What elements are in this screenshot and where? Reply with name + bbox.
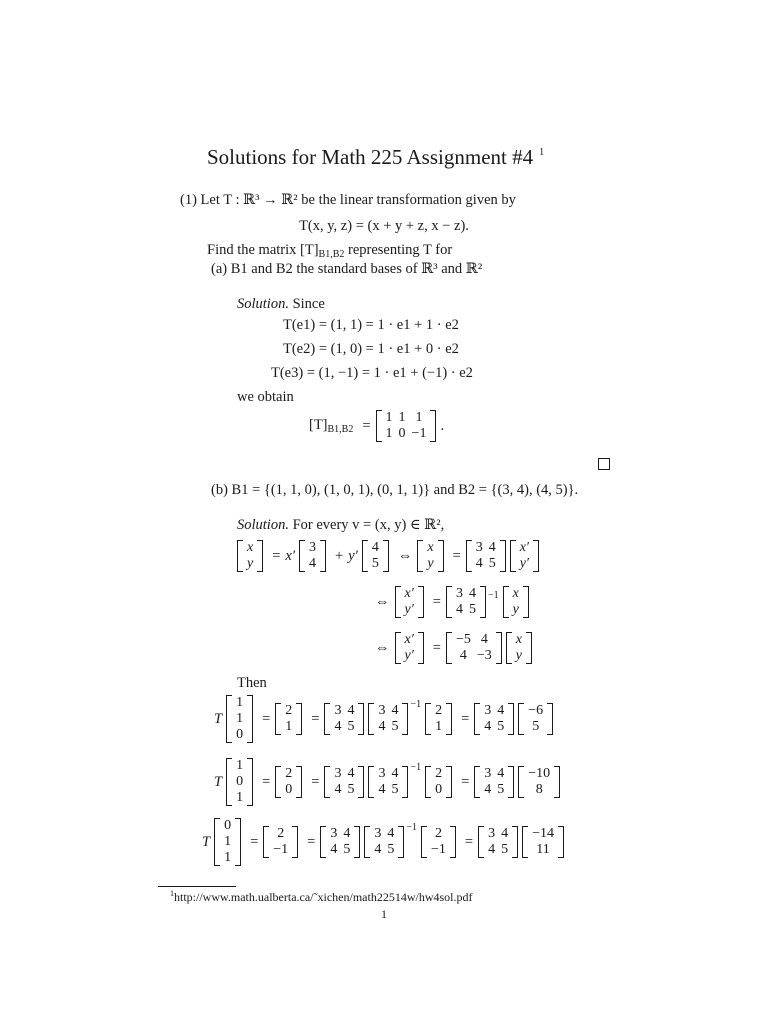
matrix-entry: 5 [347,719,355,734]
bracket-left [421,826,427,858]
bracket-right [296,703,302,735]
bracket-right [480,586,486,618]
matrix-entry: 2 [277,826,285,841]
matrix-entry: 1 [236,758,244,773]
vec-xpyp [510,540,539,572]
find-subscript: B1,B2 [318,249,345,260]
bracket-right [547,703,553,735]
bracket-left [474,703,480,735]
coord-eq-3: ⇔ x′ y′ = −5 4 4 −3 x y [370,632,536,664]
matrix-entry: 1 [398,410,406,425]
matrix-entry: 3 [330,826,338,841]
matrix-entry: 1 [415,410,423,425]
matrix-entry: 1 [224,834,232,849]
bracket-left [446,632,452,664]
matrix-entry: 0 [285,782,293,797]
bracket-right [292,826,298,858]
vec-45 [362,540,389,572]
matrix-entry: x [515,632,522,647]
bracket-left [362,540,368,572]
matrix-entry: 3 [475,540,483,555]
matrix-entry: 0 [398,426,406,441]
vec-xy-4 [506,632,532,664]
bracket-right [508,703,514,735]
matrix-entry: 5 [347,782,355,797]
matrix-entry: 4 [378,719,386,734]
matrix-entry: 0 [224,818,232,833]
bracket-left [364,826,370,858]
bracket-left [376,410,382,442]
bracket-left [275,766,281,798]
matrix-entry: 4 [309,556,317,571]
bracket-right [438,540,444,572]
problem-1-intro [180,192,516,209]
vec-xy [237,540,263,572]
solution-text: Since [292,296,325,312]
bracket-right [526,632,532,664]
matrix-entry: y′ [404,602,414,617]
matrix-B [324,703,364,735]
output-vector [275,703,302,735]
coordinate-vector [518,766,560,798]
matrix-B [466,540,506,572]
matrix-entry: 0 [236,774,244,789]
matrix-entry: 4 [387,826,395,841]
matrix-entry: 4 [378,782,386,797]
matrix-entry: 1 [236,695,244,710]
matrix-entry: 3 [309,540,317,555]
bracket-left [263,826,269,858]
period: . [440,417,445,434]
bracket-right [523,586,529,618]
matrix-entry: 1 [435,719,443,734]
matrix-entry: −10 [528,766,551,781]
output-vector [421,826,456,858]
matrix-entry: 2 [435,766,443,781]
matrix-entry: 8 [535,782,543,797]
matrix-B [474,766,514,798]
problem-formula: T(x, y, z) = (x + y + z, x − z). [299,218,469,234]
matrix-B [368,766,408,798]
bracket-right [320,540,326,572]
bracket-right [247,695,253,743]
matrix-B [474,703,514,735]
vec-xpyp-2 [395,586,424,618]
matrix-B [320,826,360,858]
matrix-entry: 0 [236,727,244,742]
matrix-entry: 3 [334,703,342,718]
bracket-left [446,586,452,618]
solution-label-b: Solution. [237,517,289,533]
T-equation-2: T 1 0 1 = 2 0 = 3 4 4 5 3 4 4 5 −1 2 0 = 3 4 4 5 −10 8 [214,758,564,806]
part-b-statement [211,482,578,499]
matrix-entry: −1 [411,426,427,441]
matrix-entry: 5 [343,842,351,857]
matrix-entry: 4 [391,703,399,718]
matrix-entry: 4 [480,632,488,647]
matrix-entry: −5 [455,632,471,647]
part-a-eq-3: T(e3) = (1, −1) = 1 · e1 + (−1) · e2 [271,365,473,381]
coordinate-vector [522,826,564,858]
T-equation-3: T 0 1 1 = 2 −1 = 3 4 4 5 3 4 4 5 −1 2 −1 = 3 4 4 5 −14 11 [202,818,568,866]
matrix-entry: −1 [431,842,446,857]
matrix-B-inverse [446,632,502,664]
bracket-right [508,766,514,798]
then-text: Then [237,675,267,691]
matrix-entry: 11 [536,842,550,857]
problem-find-line [207,242,452,260]
matrix-entry: 2 [285,703,293,718]
matrix-entry: x [247,540,254,555]
footnote-mark: 1 [170,889,174,898]
matrix-entry: 5 [387,842,395,857]
matrix-entry: 4 [488,540,496,555]
matrix-entry: 3 [488,826,496,841]
bracket-right [235,818,241,866]
bracket-left [226,758,232,806]
matrix-entry: 3 [334,766,342,781]
bracket-right [512,826,518,858]
matrix-entry: 0 [435,782,443,797]
matrix-entry: 4 [334,719,342,734]
bracket-right [446,766,452,798]
input-vector [226,695,253,743]
matrix-entry: −3 [476,648,492,663]
matrix-entry: 4 [371,540,379,555]
part-a-label: (a) [211,261,228,277]
bracket-right [418,586,424,618]
footnote [170,889,473,905]
matrix-entry: 4 [459,648,467,663]
output-vector [263,826,298,858]
matrix-entry: y′ [404,648,414,663]
bracket-right [247,758,253,806]
footnote-rule [158,886,236,887]
coord-eq-2: ⇔ x′ y′ = 3 4 4 5 −1 x y [370,586,533,618]
matrix-lhs: $[T]_{B1,B2}$ [309,417,354,435]
matrix-entry: 4 [347,766,355,781]
matrix-entry: y [247,556,254,571]
matrix-entry: −6 [528,703,544,718]
coord-eq-1: x y = x′ 3 4 + y′ 4 5 ⇔ x y = 3 4 4 5 x′ y′ [237,540,543,572]
title-footnote-mark: 1 [539,147,545,158]
part-a-statement [211,261,482,278]
find-text: Find the matrix [T] [207,242,319,258]
bracket-left [506,632,512,664]
matrix-entry: 5 [391,719,399,734]
solution-label: Solution. [237,296,289,312]
qed-square [598,458,610,470]
bracket-left [474,766,480,798]
matrix-entry: 5 [468,602,476,617]
bracket-left [226,695,232,743]
bracket-right [402,766,408,798]
matrix-entry: x [427,540,434,555]
vec-xy-3 [503,586,529,618]
matrix-entry: 1 [385,410,393,425]
matrix-entry: 4 [347,703,355,718]
bracket-right [402,703,408,735]
part-a-eq-2: T(e2) = (1, 0) = 1 · e1 + 0 · e2 [283,341,459,357]
bracket-left [425,703,431,735]
bracket-left [395,632,401,664]
matrix-entry: 2 [285,766,293,781]
bracket-right [418,632,424,664]
matrix-entry: 4 [455,602,463,617]
matrix-entry: y′ [519,556,529,571]
matrix-B [324,766,364,798]
matrix-entry: 4 [501,826,509,841]
matrix-entry: 5 [497,782,505,797]
bracket-left [510,540,516,572]
matrix-entry: y [512,602,519,617]
matrix-entry: 4 [334,782,342,797]
matrix-entry: 4 [475,556,483,571]
matrix-entry: 5 [497,719,505,734]
bracket-right [450,826,456,858]
output-vector [275,766,302,798]
matrix-entry: 3 [484,766,492,781]
bracket-left [214,818,220,866]
bracket-right [383,540,389,572]
input-vector [214,818,241,866]
bracket-left [522,826,528,858]
matrix-entry: y [515,648,522,663]
bracket-left [417,540,423,572]
bracket-right [257,540,263,572]
matrix-entry: −14 [532,826,554,841]
bracket-left [299,540,305,572]
bracket-left [518,703,524,735]
we-obtain-text: we obtain [237,389,294,405]
coordinate-vector [518,703,553,735]
matrix-entry: x′ [519,540,529,555]
matrix-entry: 5 [371,556,379,571]
part-b-text: B1 = {(1, 1, 0), (1, 0, 1), (0, 1, 1)} and B2 = {(3, 4), (4, 5)}. [231,482,579,498]
matrix-entry: 1 [236,790,244,805]
matrix-entry: 3 [374,826,382,841]
find-tail: representing T for [344,242,453,258]
footnote-url[interactable]: http://www.math.ualberta.ca/˜xichen/math22514w/hw4sol.pdf [174,890,473,904]
bracket-left [324,703,330,735]
matrix-entry: 3 [378,766,386,781]
bracket-right [554,766,560,798]
matrix-entry: 1 [224,850,232,865]
matrix-entry: 1 [236,711,244,726]
bracket-left [518,766,524,798]
matrix-entry: 4 [330,842,338,857]
matrix-entry: 1 [385,426,393,441]
part-a-matrix-equation [309,410,448,442]
matrix-entry: 4 [488,842,496,857]
bracket-right [296,766,302,798]
bracket-left [425,766,431,798]
bracket-left [320,826,326,858]
bracket-left [395,586,401,618]
output-vector [425,766,452,798]
bracket-right [446,703,452,735]
matrix-entry: 4 [374,842,382,857]
bracket-right [398,826,404,858]
vec-xy-2 [417,540,443,572]
matrix-entry: 4 [484,719,492,734]
page-number: 1 [381,907,387,921]
part-a-text: B1 and B2 the standard bases of ℝ³ and ℝ² [230,261,483,277]
bracket-left [368,703,374,735]
part-a-eq-1: T(e1) = (1, 1) = 1 · e1 + 1 · e2 [283,317,459,333]
bracket-right [533,540,539,572]
matrix-entry: 2 [434,826,442,841]
bracket-right [500,540,506,572]
bracket-right [354,826,360,858]
matrix-entry: 3 [378,703,386,718]
bracket-right [496,632,502,664]
part-b-solution-line [237,517,444,534]
matrix-B [364,826,404,858]
matrix-entry: 3 [455,586,463,601]
bracket-left [478,826,484,858]
bracket-right [358,766,364,798]
input-vector [226,758,253,806]
bracket-left [237,540,243,572]
problem-number: (1) [180,192,197,208]
matrix-entry: 5 [501,842,509,857]
matrix-entry: y [427,556,434,571]
bracket-left [324,766,330,798]
part-a-solution-line [237,296,325,313]
matrix-entry: 5 [532,719,540,734]
solution-text-b: For every v = (x, y) ∈ ℝ², [292,517,445,533]
vec-xpyp-3 [395,632,424,664]
matrix-B [368,703,408,735]
problem-intro: Let T : ℝ³ → ℝ² be the linear transformation given by [200,192,516,208]
bracket-left [503,586,509,618]
part-b-label: (b) [211,482,228,498]
matrix-B-2 [446,586,486,618]
matrix-entry: x′ [404,632,414,647]
bracket-left [368,766,374,798]
output-vector [425,703,452,735]
matrix-entry: 4 [497,766,505,781]
page-title [207,145,544,170]
matrix-B [478,826,518,858]
matrix-entry: 4 [391,766,399,781]
matrix-entry: −1 [273,842,289,857]
matrix-entry: 5 [391,782,399,797]
equals-sign: = [362,417,371,434]
matrix-T [376,410,437,442]
bracket-left [275,703,281,735]
bracket-right [558,826,564,858]
matrix-entry: 4 [468,586,476,601]
bracket-right [358,703,364,735]
T-equation-1: T 1 1 0 = 2 1 = 3 4 4 5 3 4 4 5 −1 2 1 = 3 4 4 5 −6 5 [214,695,557,743]
matrix-entry: 3 [484,703,492,718]
bracket-left [466,540,472,572]
matrix-entry: 4 [343,826,351,841]
vec-34 [299,540,326,572]
matrix-entry: x′ [404,586,414,601]
title-text: Solutions for Math 225 Assignment #4 [207,145,534,169]
matrix-entry: 5 [488,556,496,571]
matrix-entry: 2 [435,703,443,718]
bracket-right [430,410,436,442]
matrix-entry: 4 [497,703,505,718]
matrix-entry: 4 [484,782,492,797]
matrix-entry: x [512,586,519,601]
matrix-entry: 1 [285,719,293,734]
